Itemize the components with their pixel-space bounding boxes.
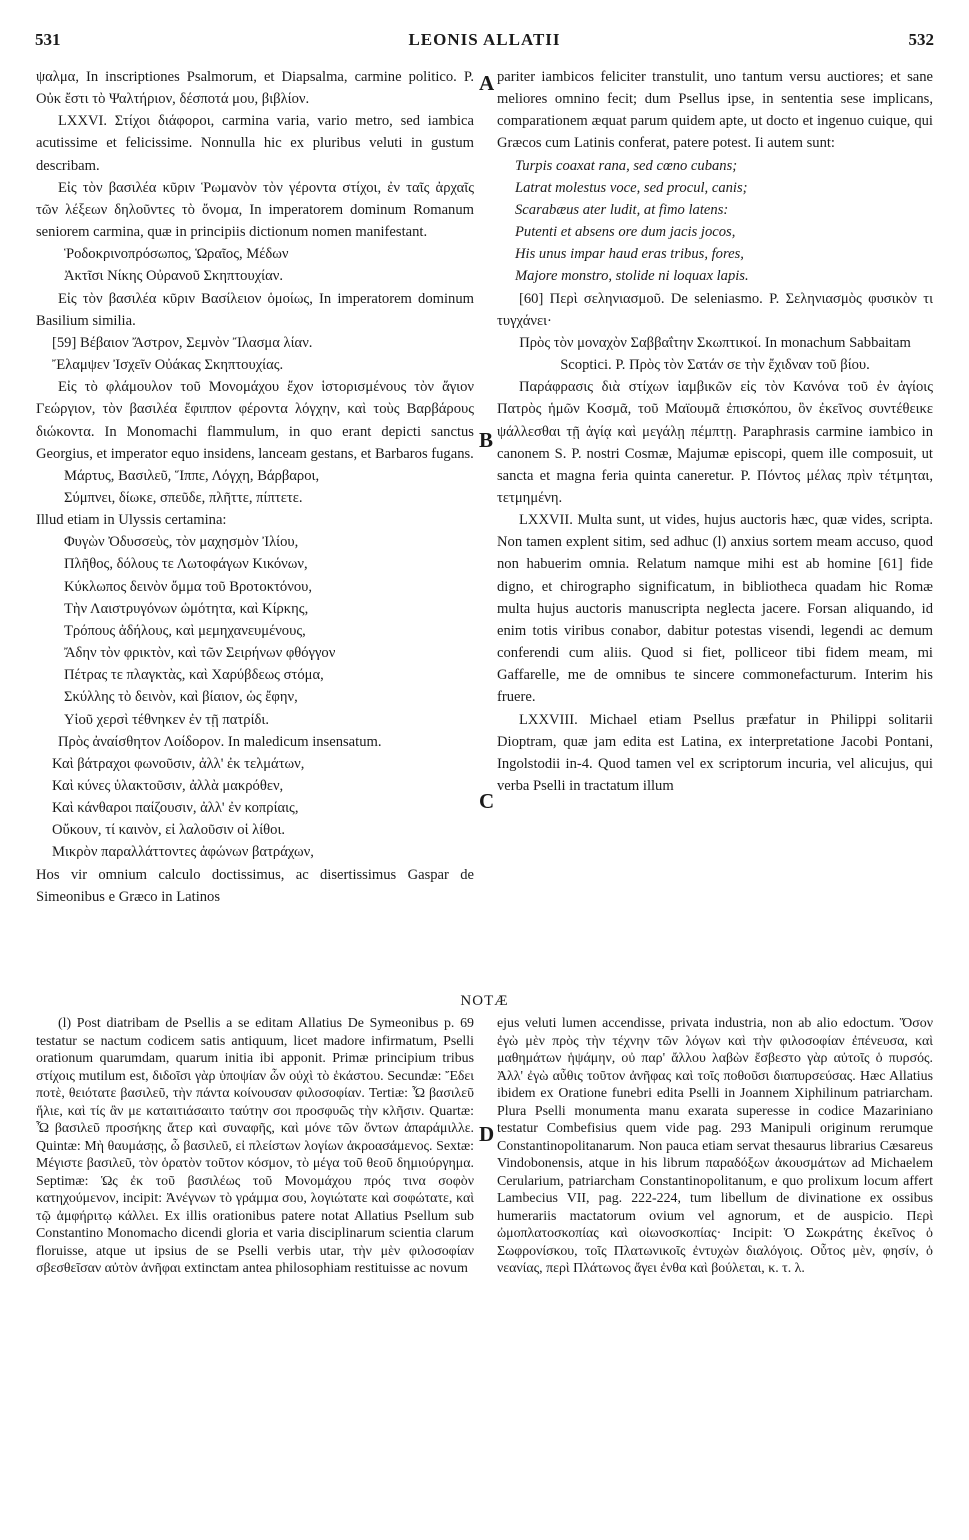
verse-line: [59] Βέβαιον Ἄστρον, Σεμνὸν Ἴλασμα λίαν.: [52, 334, 313, 351]
verse-line: Φυγὼν Ὀδυσσεὺς, τὸν μαχησμὸν Ἰλίου,: [64, 534, 299, 551]
verse-line: Σκύλλης τὸ δεινὸν, καὶ βίαιον, ὡς ἔφην,: [64, 689, 298, 706]
verse-line: Καὶ κύνες ὑλακτοῦσιν, ἀλλὰ μακρόθεν,: [52, 778, 284, 794]
margin-letter-b: B: [479, 428, 494, 452]
verse-line: Ἔλαμψεν Ἰσχεῖν Οὐάκας Σκηπτουχίας.: [52, 357, 284, 374]
footnote-continuation: ejus veluti lumen accendisse, privata industria, non ab alio edoctum. Ὅσον ἐγὼ μὲν πρὸς τὴν τέχνην τῶν λόγων καὶ τὴν φιλοσοφίαν ἐπένευσα, καὶ μαθημάτων ἡψάμην, οὐ παρ' ἄλλου λαβὼν ἔσβεστο γὰρ αὐτοῖς ὁ πυρσός. Ἀλλ' ἐγὼ αὖθις τοῦτον ἀνῆφας καὶ τοῖς ποθοῦσι διαπυρσεύσας. Hæc Allatius ibidem ex Oratione funebri edita Pselli in Joannem Xiphilinum patriarcham. Plura Pselli monumenta manu exarata superesse in codice Mazariniano testatur Combefisius quem vide pag. 293 Manipuli originum rerumque Constantinopolitanarum. Non pauca etiam servat thesaurus librarius Cæsareus Vindobonensis, atque in his librum παραδόξων ἀκουσμάτων ad Michaelem Cerularium, patriarcham Constantinopolitanum, e quo prolixum locum affert Lambecius VII, pag. 222-224, tum libellum de divinatione ex ossibus humerariis mactatorum ovium vel agnorum, et de auspicio. Περὶ ὠμοπλατοσκοπίας καὶ οἰωνοσκοπίας· Incipit: Ὁ Σωκράτης ἐκεῖνος ὁ Σωφρονίσκου, τοῖς Πλατωνικοῖς ἐντυχὼν διαλόγοις. Οὗτος μὲν, φησίν, ὁ νεανίας, περὶ Πλάτωνος ἄγει ἐνθα καὶ βούλεται, κ. τ. λ.: [497, 1016, 933, 1276]
verse-line: Ἄδην τὸν φρικτὸν, καὶ τῶν Σειρήνων φθόγγον: [64, 645, 336, 662]
paragraph: Εἰς τὸν βασιλέα κῦριν Ῥωμανὸν τὸν γέροντα στίχοι, ἐν ταῖς ἀρχαῖς τῶν λέξεων δηλοῦντες τὸ ὄνομα, In imperatorem dominum Romanum seniorem carmina, quæ in principiis dictionum nomen manifestant.: [36, 179, 474, 241]
verse-line: Ἀκτῖσι Νίκης Οὐρανοῦ Σκηπτουχίαν.: [64, 268, 283, 285]
verse-line: Σύμπνει, δίωκε, σπεῦδε, πλῆττε, πίπτετε.: [64, 489, 303, 506]
paragraph: [60] Περὶ σεληνιασμοῦ. De seleniasmo. P. Σεληνιασμὸς φυσικὸν τι τυγχάνει·: [497, 290, 933, 329]
verse-line: Πέτρας τε πλαγκτὰς, καὶ Χαρύβδεως στόμα,: [64, 667, 324, 684]
margin-letter-d: D: [479, 1122, 495, 1146]
verse-line: Majore monstro, stolide ni loquax lapis.: [515, 268, 749, 285]
verse-line: Καὶ βάτραχοι φωνοῦσιν, ἀλλ' ἐκ τελμάτων,: [52, 755, 305, 772]
paragraph: Παράφρασις διὰ στίχων ἰαμβικῶν εἰς τὸν Κανόνα τοῦ ἐν ἁγίοις Πατρὸς ἡμῶν Κοσμᾶ, τοῦ Μαϊουμᾶ ἐπισκόπου, ὃν ἐκεῖνος συντέθεικε ψάλλεσθαι τῇ ἁγίᾳ καὶ μεγάλῃ πέμπτῃ. Paraphrasis carmine iambico in canonem S. P. nostri Cosmæ, Majumæ episcopi, quem ille composuit, ut sancta et magna feria quinta caneretur. P. Πόντος μέλας πρὶν τέτμηται, τετμημένη.: [497, 379, 933, 506]
verse-line: Μάρτυς, Βασιλεῦ, Ἵππε, Λόγχη, Βάρβαροι,: [64, 467, 320, 484]
verse-line: Κύκλωπος δεινὸν ὄμμα τοῦ Βροτοκτόνου,: [64, 578, 313, 595]
paragraph: Hos vir omnium calculo doctissimus, ac disertissimus Gaspar de Simeonibus e Græco in Latinos: [36, 866, 474, 905]
margin-letter-a: A: [479, 71, 495, 95]
footnote-l: (l) Post diatribam de Psellis a se editam Allatius De Symeonibus p. 69 testatur se nactum codicem satis antiquum, licet madore infirmatum, Pselli orationum quarumdam, quarum initia ibi apponit. Primæ principium tribus στίχοις mutilum est, διδοῖσι γὰρ ὑποψίαν ὧν οὐχὶ τὸ ἑκάστου. Secundæ: Ἔδει ποτὲ, θειότατε βασιλεῦ, τὴν πάντα κοίνουσαν φιλοσοφίαν. Tertiæ: Ὦ βασιλεῦ ἥλιε, καὶ τίς ἂν με καταιτιάσαιτο ταύτην σοι προσφυῶς τὴν κλῆσιν. Quartæ: Ὦ βασιλεῦ προσήκης ἄτερ καὶ συναφῆς, καὶ μόνε τῶν ὄντων ἀπαράμιλλε. Quintæ: Μὴ θαυμάσῃς, ὦ βασιλεῦ, εἰ πλείστων λογίων ἀκροασάμενος. Sextæ: Μέγιστε βασιλεῦ, τὸν ὁρατὸν τοῦτον κόσμον, τὸ μέγα τοῦ θεοῦ δημιούργημα. Septimæ: Ὡς ἐκ τοῦ βασιλέως τοῦ Μονομάχου πρός τινα σοφὸν κατηχούμενον, incipit: Ἀνέγνων τὸ γράμμα σου, λογιώτατε καὶ σοφώτατε, καὶ τῷ ἀμφήριτῳ κάλλει. Ex illis orationibus patere notat Allatius Psellum sub Constantino Monomacho dicendi gloria et varia disciplinarum scientia clarum floruisse, atque ut ipsius de se Pselli verbis utar, τὴν μὲν φιλοσοφίαν σβεσθεῖσαν αὐτὸν ἀνῆφαι extinctam antea philosophiam restituisse ac novum: [36, 1016, 474, 1276]
paragraph: ψαλμα, In inscriptiones Psalmorum, et Diapsalma, carmine politico. P. Οὐκ ἔστι τὸ Ψαλτήριον, δέσποτά μου, βιβλίον.: [36, 69, 474, 108]
left-page-number: 531: [35, 30, 61, 49]
verse-line: Μικρὸν παραλλάττοντες ἀφώνων βατράχων,: [52, 844, 314, 861]
verse-line: Turpis coaxat rana, sed cœno cubans;: [515, 157, 738, 174]
paragraph: Illud etiam in Ulyssis certamina:: [36, 512, 227, 529]
verse-line: Ῥοδοκρινοπρόσωπος, Ὡραῖος, Μέδων: [64, 246, 289, 263]
notes-left-column: [36, 1015, 474, 1515]
section-lxxvi: LXXVI. Στίχοι διάφοροι, carmina varia, vario metro, sed iambica acutissime et felicissime. Nonnulla hic ex pluribus veluti in gustum describam.: [36, 113, 474, 174]
verse-line: Υἱοῦ χερσὶ τέθνηκεν ἐν τῇ πατρίδι.: [64, 711, 269, 728]
paragraph: pariter iambicos feliciter transtulit, uno tantum versu auctiores; et sane meliores omnino fecit; dum Psellus ipse, in sententia sese implicans, comparationem æquat parum quidem apte, ut docto et ingenuo cuique, qui Græcos cum Latinis conferat, patere potest. Ii autem sunt:: [497, 69, 933, 152]
left-column: [36, 66, 474, 986]
verse-line: Τὴν Λαιστρυγόνων ὠμότητα, καὶ Κίρκης,: [64, 600, 309, 617]
verse-line: Καὶ κάνθαροι παίζουσιν, ἀλλ' ἐν κοπρίαις,: [52, 800, 299, 817]
verse-line: Putenti et absens ore dum jacis jocos,: [515, 224, 736, 241]
verse-line: Τρόπους ἀδήλους, καὶ μεμηχανευμένους,: [64, 622, 306, 639]
notes-heading: NOTÆ: [460, 993, 509, 1009]
paragraph: Πρὸς ἀναίσθητον Λοίδορον. In maledicum insensatum.: [58, 733, 382, 750]
verse-line: Οὔκουν, τί καινὸν, εἰ λαλοῦσιν οἱ λίθοι.: [52, 822, 286, 839]
verse-line: Latrat molestus voce, sed procul, canis;: [515, 179, 748, 196]
notes-right-column: [497, 1015, 933, 1515]
paragraph: Εἰς τὸν βασιλέα κῦριν Βασίλειον ὁμοίως, In imperatorem dominum Basilium similia.: [36, 290, 474, 329]
page-header: [35, 30, 934, 54]
verse-line: His unus impar haud eras tribus, fores,: [515, 246, 744, 263]
right-column: [497, 66, 933, 986]
paragraph: Πρὸς τὸν μοναχὸν Σαββαΐτην Σκωπτικοί. In monachum Sabbaitam Scoptici. P. Πρὸς τὸν Σατάν σε τὴν ἔχιδναν τοῦ βίου.: [519, 334, 911, 374]
right-page-number: 532: [908, 30, 934, 49]
section-lxxviii: LXXVIII. Michael etiam Psellus præfatur in Philippi solitarii Dioptram, quæ jam edita est Latina, ex interpretatione Jacobi Pontani, Ingolstodii in-4. Quod tamen vel ex scriptorum incuria, vel alicujus, qui verba Pselli in tractatum illum: [497, 711, 933, 794]
verse-line: Πλῆθος, δόλους τε Λωτοφάγων Κικόνων,: [64, 556, 308, 573]
margin-letter-c: C: [479, 789, 495, 813]
verse-line: Scarabæus ater ludit, at fimo latens:: [515, 201, 729, 218]
running-title: LEONIS ALLATII: [408, 30, 561, 49]
section-lxxvii: LXXVII. Multa sunt, ut vides, hujus auctoris hæc, quæ vides, scripta. Non tamen explent sitim, sed adhuc (l) anxius sortem meam accuso, quod non habuerim omnia. Relatum namque mihi est ab homine [61] fide digno, et chirographo significatum, in bibliotheca quadam hic Romæ multa hujus auctoris manuscripta neglecta jacere. Forsan aliquando, id enim totis viribus conabor, dabitur potestas visendi, legendi ac demum conferendi cum aliis. Quod si fiet, polliceor tibi fidem meam, mi Gaffarelle, me de omnibus te sincere commonefacturum. Interim his fruere.: [497, 512, 933, 706]
paragraph: Εἰς τὸ φλάμουλον τοῦ Μονομάχου ἔχον ἱστορισμένους τὸν ἅγιον Γεώργιον, τὸν βασιλέα ἔφιππον φέροντα λόγχην, καὶ τοὺς Βαρβάρους διώκοντα. In Monomachi flammulum, in quo erant depicti sanctus Georgius, et imperator equo insidens, lanceam gestans, et Barbaros fugans.: [36, 379, 474, 462]
